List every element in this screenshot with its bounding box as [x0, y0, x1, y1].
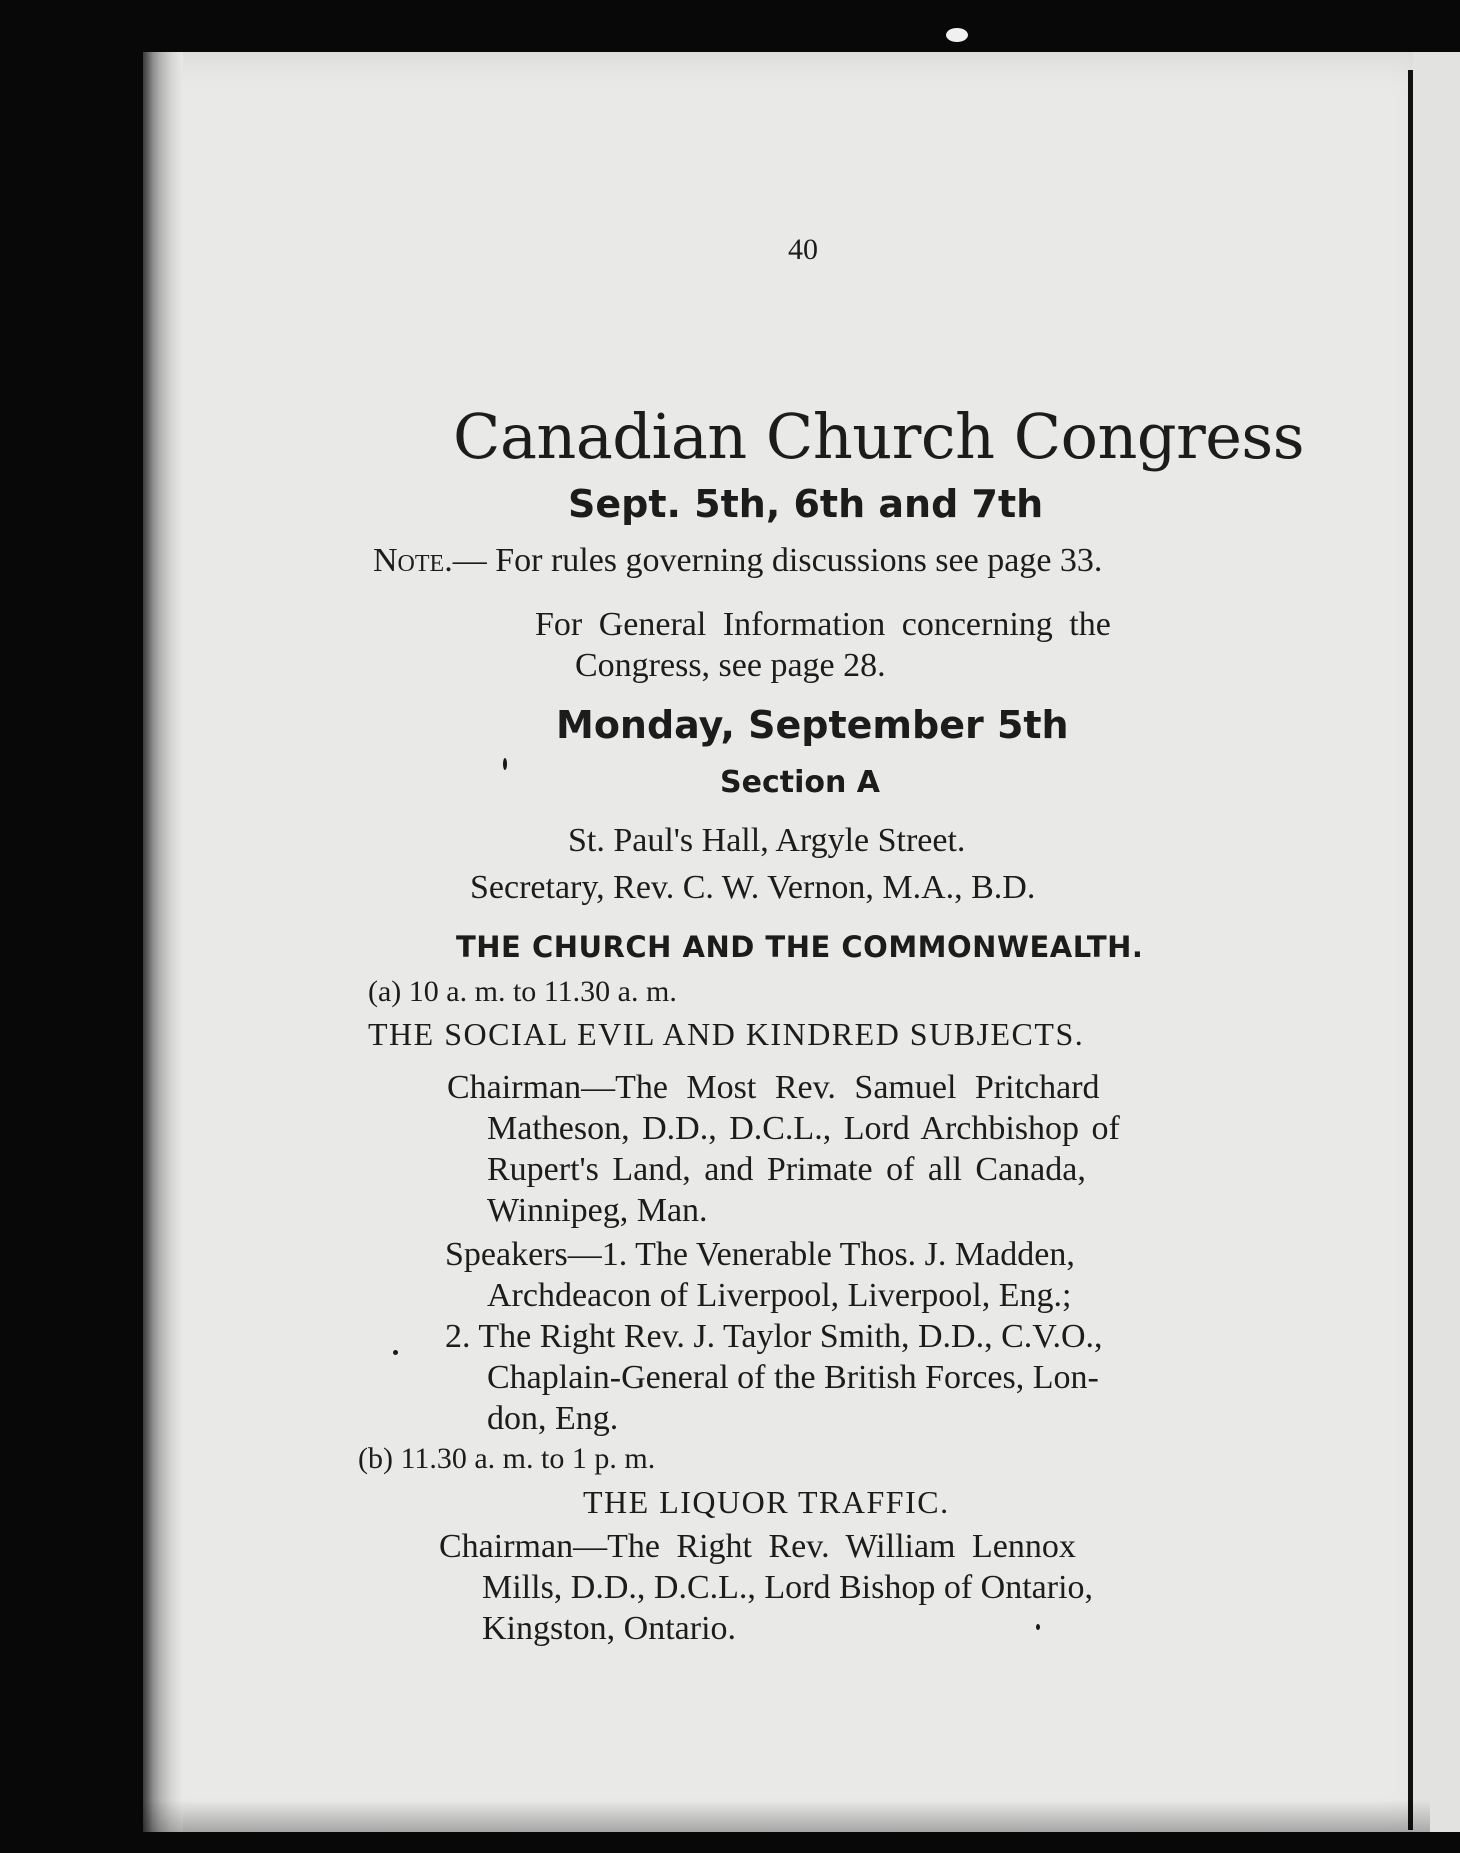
dust-mark: [1036, 1624, 1040, 1630]
page-bottom-shadow: [143, 1800, 1430, 1832]
session-a-speakers-line-2: Archdeacon of Liverpool, Liverpool, Eng.;: [487, 1277, 1072, 1314]
general-info-line-1: For General Information concerning the: [535, 606, 1111, 643]
session-a-speakers-line-3: 2. The Right Rev. J. Taylor Smith, D.D., C.V.O.,: [445, 1318, 1103, 1355]
page-title: Canadian Church Congress: [453, 400, 1305, 473]
note-label: Note.: [373, 542, 453, 579]
session-a-chairman-line-3: Rupert's Land, and Primate of all Canada,: [487, 1151, 1086, 1188]
session-a-topic: THE SOCIAL EVIL AND KINDRED SUBJECTS.: [368, 1016, 1085, 1052]
dust-mark: [946, 28, 968, 42]
session-a-chairman-line-1: Chairman—The Most Rev. Samuel Pritchard: [447, 1069, 1100, 1106]
note-text: — For rules governing discussions see page 33.: [452, 542, 1103, 579]
session-a-speakers-line-4: Chaplain-General of the British Forces, Lon-: [487, 1359, 1099, 1396]
session-b-chairman-line-1: Chairman—The Right Rev. William Lennox: [439, 1528, 1076, 1565]
session-a-time: (a) 10 a. m. to 11.30 a. m.: [368, 975, 677, 1008]
adjacent-page-edge: [1413, 52, 1460, 1832]
session-a-chairman-line-2: Matheson, D.D., D.C.L., Lord Archbishop of: [487, 1110, 1120, 1147]
section-heading: Section A: [720, 765, 880, 800]
session-b-topic: THE LIQUOR TRAFFIC.: [583, 1484, 950, 1520]
day-heading: Monday, September 5th: [556, 703, 1069, 747]
page-gutter-line: [1408, 70, 1413, 1830]
session-a-chairman-line-4: Winnipeg, Man.: [487, 1192, 708, 1229]
session-b-chairman-line-2: Mills, D.D., D.C.L., Lord Bishop of Ontario,: [482, 1569, 1094, 1606]
dust-mark: [393, 1350, 398, 1355]
session-b-time: (b) 11.30 a. m. to 1 p. m.: [358, 1442, 656, 1475]
theme-heading: THE CHURCH AND THE COMMONWEALTH.: [456, 930, 1144, 964]
general-info-line-2: Congress, see page 28.: [575, 647, 886, 684]
page-number: 40: [788, 233, 818, 266]
location: St. Paul's Hall, Argyle Street.: [568, 822, 966, 859]
dust-mark: [503, 758, 507, 770]
secretary: Secretary, Rev. C. W. Vernon, M.A., B.D.: [470, 869, 1036, 906]
congress-dates: Sept. 5th, 6th and 7th: [568, 482, 1044, 526]
session-b-chairman-line-3: Kingston, Ontario.: [482, 1610, 737, 1647]
note-line: [373, 542, 1102, 580]
session-a-speakers-line-5: don, Eng.: [487, 1400, 619, 1437]
page-binding-edge: [143, 52, 183, 1832]
session-a-speakers-line-1: Speakers—1. The Venerable Thos. J. Madden,: [445, 1236, 1075, 1273]
